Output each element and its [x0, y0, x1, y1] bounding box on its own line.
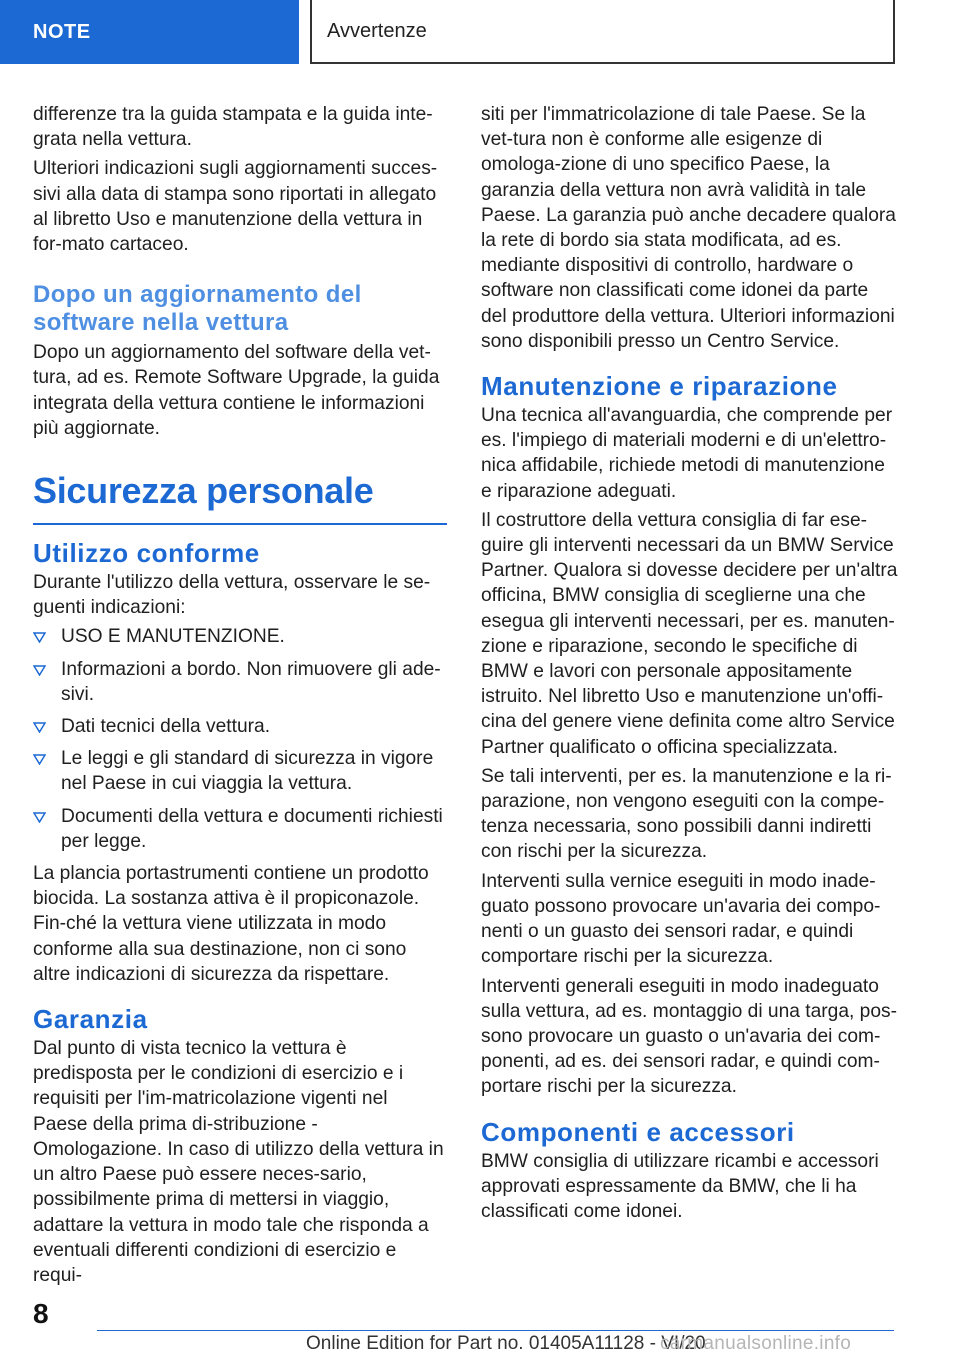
paragraph: Interventi sulla vernice eseguiti in modo inade-guato possono provocare un'avaria dei compo-nenti o un guasto dei sensori radar, e quindi comportare rischi per la sicurezza.: [481, 870, 881, 968]
paragraph: Ulteriori indicazioni sugli aggiornamenti succes-sivi alla data di stampa sono riportati in allegato al libretto Uso e manutenzione della vettura in for-mato cartaceo.: [33, 158, 438, 256]
list-item: [33, 746, 447, 796]
heading-warranty: Garanzia: [33, 1004, 148, 1035]
paragraph: La plancia portastrumenti contiene un prodotto biocida. La sostanza attiva è il propiconazole. Fin-ché la vettura viene utilizzata in modo conforme alla sua destinazione, non ci sono altre indicazioni di sicurezza da rispettare.: [33, 863, 429, 985]
triangle-bullet-icon: [33, 722, 46, 733]
paragraph: siti per l'immatricolazione di tale Paese. Se la vet-tura non è conforme alle esigenze di omologa-zione di uno specifico Paese, la garanzia della vettura non avrà validità in tale Paese. La garanzia può anche decadere qualora la rete di bordo sia stata modificata, ad es. mediante dispositivi di controllo, hardware o software non classificati come idonei da parte del produttore della vettura. Ulteriori informazioni sono disponibili presso un Centro Service.: [481, 104, 896, 352]
list-item: [33, 714, 447, 739]
paragraph: Dopo un aggiornamento del software della vet-tura, ad es. Remote Software Upgrade, la guida integrata della vettura contiene le informazioni più aggiornate.: [33, 342, 440, 439]
list-item: [33, 624, 447, 649]
list-item-text: USO E MANUTENZIONE.: [61, 626, 285, 648]
paragraph: Interventi generali eseguiti in modo inadeguato sulla vettura, ad es. montaggio di una targa, pos-sono provocare un guasto o un'avaria dei com-ponenti, ad es. dei sensori radar, e quindi com-portare rischi per la sicurezza.: [481, 975, 897, 1098]
paragraph: Il costruttore della vettura consiglia di far ese-guire gli interventi necessari da un BMW Service Partner. Qualora si dovesse decidere per un'altra officina, BMW consiglia di sceglierne una che esegua gli interventi necessari, per es. manuten-zione e riparazione, secondo le specifiche di BMW e lavori con personale appositamente istruito. Nel libretto Uso e manutenzione un'offi-cina del genere viene definita come altro Service Partner qualificato o officina specializzata.: [481, 509, 898, 758]
paragraph: Durante l'utilizzo della vettura, osservare le se-guenti indicazioni:: [33, 572, 431, 619]
paragraph: Dal punto di vista tecnico la vettura è predisposta per le condizioni di esercizio e i requisiti per l'im-matricolazione vigenti nel Paese della prima di-stribuzione - Omologazione. In caso di utilizzo della vettura in un altro Paese può essere neces-sario, possibilmente prima di mettersi in viaggio, adattare la vettura in modo tale che risponda a eventuali differenti condizioni di esercizio e requi-: [33, 1038, 444, 1286]
right-column: [481, 102, 899, 1228]
heading-proper-use: Utilizzo conforme: [33, 538, 260, 569]
triangle-bullet-icon: [33, 812, 46, 823]
list-item: [33, 804, 447, 854]
heading-parts-accessories: Componenti e accessori: [481, 1116, 795, 1147]
list-item: [33, 657, 447, 707]
bullet-list: [33, 624, 447, 854]
footer-edition: Online Edition for Part no. 01405A11128 - VI/20: [306, 1333, 706, 1354]
heading-maintenance: Manutenzione e riparazione: [481, 371, 838, 402]
paragraph: Se tali interventi, per es. la manutenzione e la ri-parazione, non vengono eseguiti con la compe-tenza necessaria, sono possibili danni indiretti con rischi per la sicurezza.: [481, 765, 892, 863]
footer-divider: [97, 1330, 894, 1331]
triangle-bullet-icon: [33, 665, 46, 676]
list-item-text: Documenti della vettura e documenti richiesti per legge.: [61, 805, 443, 852]
triangle-bullet-icon: [33, 754, 46, 765]
watermark: carmanualsonline.info: [660, 1333, 852, 1354]
list-item-text: Le leggi e gli standard di sicurezza in vigore nel Paese in cui viaggia la vettura.: [61, 748, 434, 795]
triangle-bullet-icon: [33, 632, 46, 643]
paragraph: BMW consiglia di utilizzare ricambi e accessori approvati espressamente da BMW, che li ha classificati come idonei.: [481, 1150, 879, 1222]
paragraph: differenze tra la guida stampata e la guida inte-grata nella vettura.: [33, 104, 433, 151]
header-tab-note: NOTE: [0, 0, 299, 64]
paragraph: Una tecnica all'avanguardia, che comprende per es. l'impiego di materiali moderni e di un'elettro-nica affidabile, richiede metodi di manutenzione e riparazione adeguati.: [481, 405, 893, 502]
page-number: 8: [33, 1298, 49, 1329]
list-item-text: Informazioni a bordo. Non rimuovere gli ade-sivi.: [61, 658, 441, 705]
heading-software-update: Dopo un aggiornamento del software nella vettura: [33, 281, 362, 337]
list-item-text: Dati tecnici della vettura.: [61, 716, 271, 738]
header-section-title: Avvertenze: [310, 0, 895, 64]
left-column: [33, 102, 447, 1292]
heading-personal-safety: Sicurezza personale: [33, 469, 447, 525]
